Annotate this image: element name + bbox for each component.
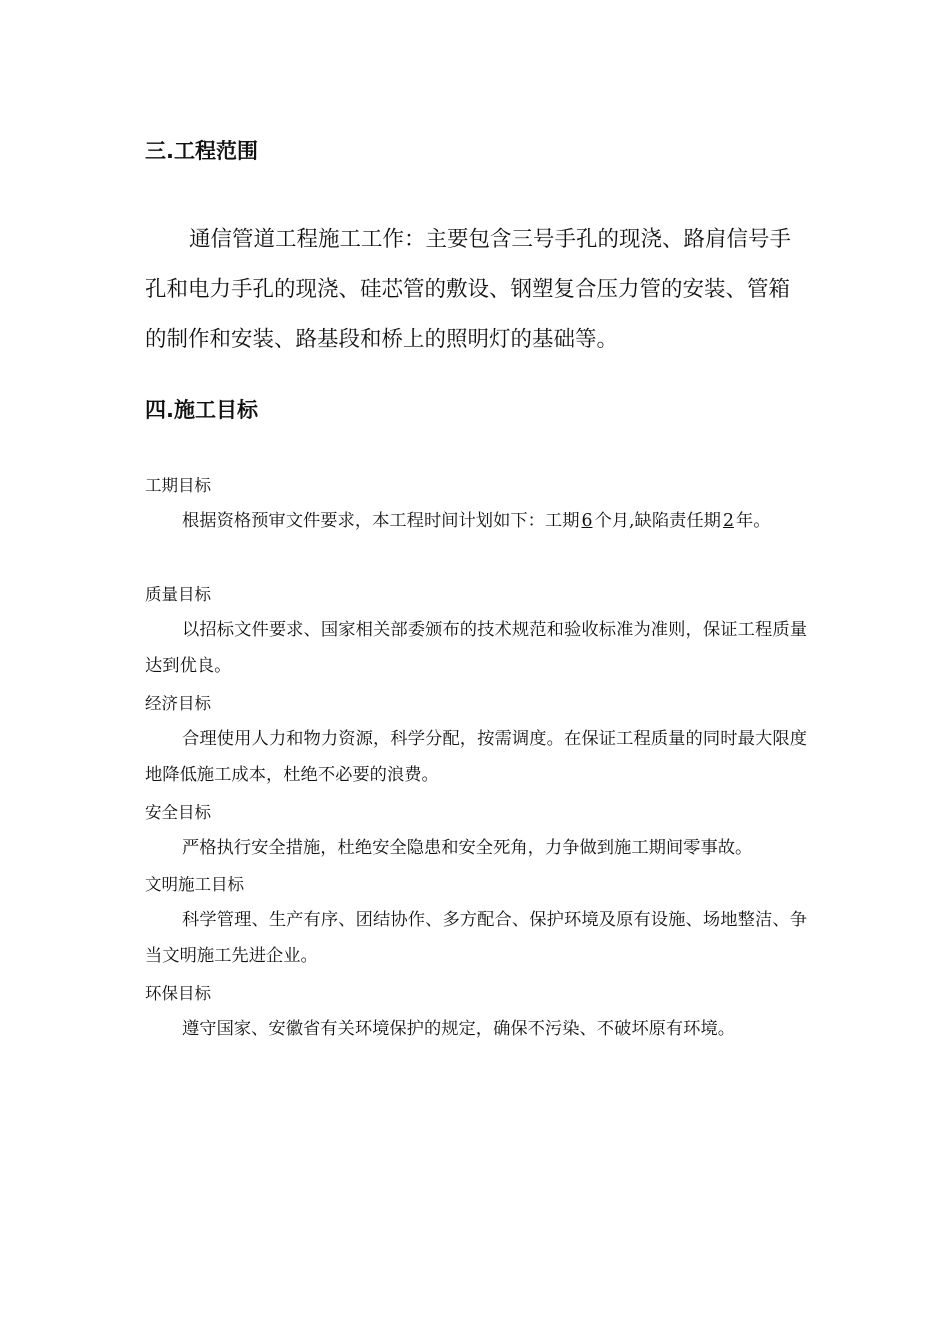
schedule-text-part: 根据资格预审文件要求，本工程时间计划如下：工期 (182, 511, 580, 531)
section-3-body: 通信管道工程施工工作：主要包含三号手孔的现浇、路肩信号手孔和电力手孔的现浇、硅芯管的敷设、钢塑复合压力管的安装、管箱的制作和安装、路基段和桥上的照明灯的基础等。 (145, 227, 792, 352)
schedule-text-part: 个月,缺陷责任期 (594, 511, 721, 531)
schedule-text-part: 年。 (735, 511, 771, 531)
economy-goal-heading: 经济目标 (145, 694, 211, 713)
schedule-months-value: 6 (581, 511, 593, 531)
schedule-goal-heading: 工期目标 (145, 476, 211, 495)
civilized-construction-goal-heading: 文明施工目标 (145, 875, 244, 894)
safety-goal-heading: 安全目标 (145, 803, 211, 822)
civilized-construction-goal-text: 科学管理、生产有序、团结协作、多方配合、保护环境及原有设施、场地整洁、争当文明施工先进企业。 (145, 910, 807, 966)
safety-goal-text: 严格执行安全措施，杜绝安全隐患和安全死角，力争做到施工期间零事故。 (182, 838, 753, 858)
section-4-heading: 四.施工目标 (145, 398, 258, 422)
quality-goal-heading: 质量目标 (145, 585, 211, 604)
schedule-goal-text (145, 503, 807, 539)
warranty-years-value: 2 (722, 511, 734, 531)
quality-goal-text: 以招标文件要求、国家相关部委颁布的技术规范和验收标准为准则，保证工程质量达到优良。 (145, 620, 807, 676)
environment-goal-text: 遵守国家、安徽省有关环境保护的规定，确保不污染、不破坏原有环境。 (182, 1019, 736, 1039)
environment-goal-heading: 环保目标 (145, 984, 211, 1003)
section-3-heading: 三.工程范围 (145, 139, 258, 163)
economy-goal-text: 合理使用人力和物力资源，科学分配，按需调度。在保证工程质量的同时最大限度地降低施工成本，杜绝不必要的浪费。 (145, 729, 807, 785)
